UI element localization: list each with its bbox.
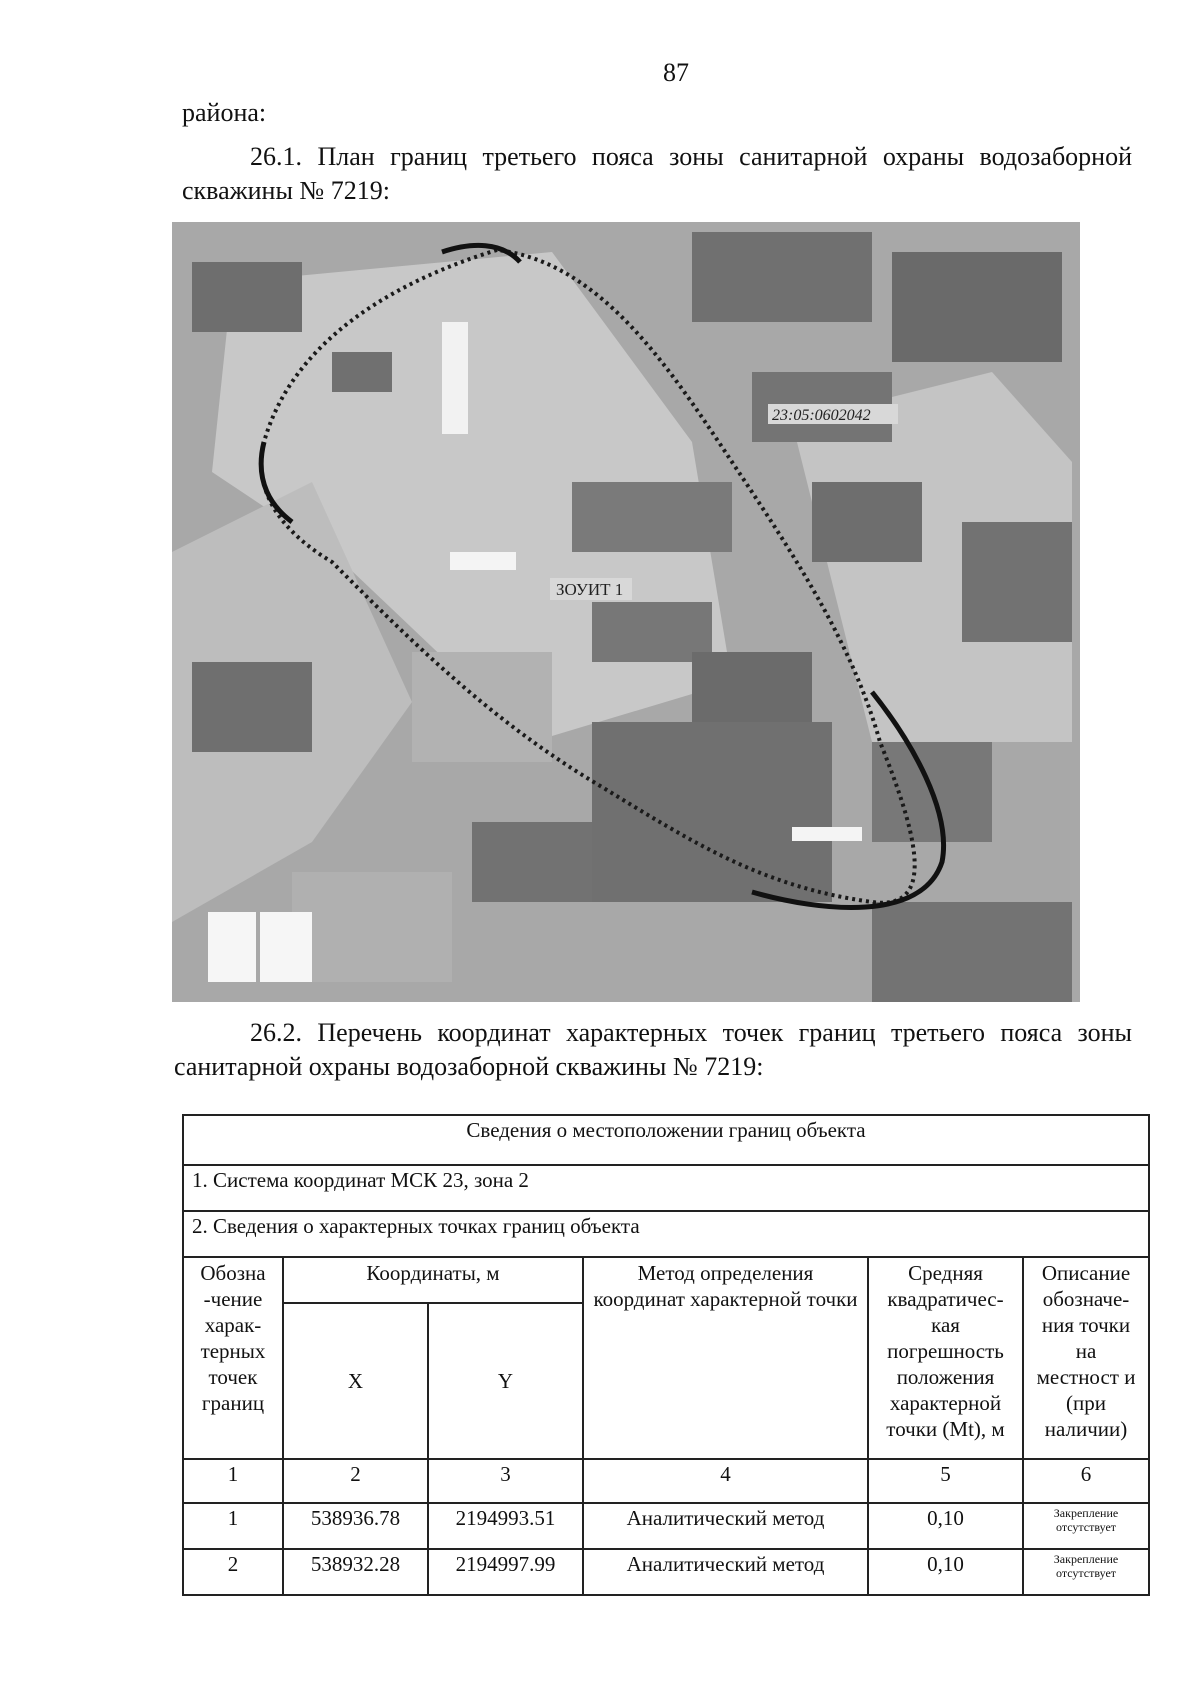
header-coordinates: Координаты, м: [283, 1257, 583, 1303]
index-cell: 2: [283, 1459, 428, 1503]
index-cell: 4: [583, 1459, 868, 1503]
index-cell: 6: [1023, 1459, 1149, 1503]
mean-error: 0,10: [868, 1503, 1023, 1549]
column-index-row: [183, 1459, 1149, 1503]
index-cell: 5: [868, 1459, 1023, 1503]
white-rooftop: [792, 827, 862, 841]
dark-block: [472, 822, 592, 902]
dark-block: [692, 232, 872, 322]
point-number: 2: [183, 1549, 283, 1595]
header-x: X: [283, 1303, 428, 1459]
white-rooftop: [208, 912, 256, 982]
dark-block: [892, 252, 1062, 362]
point-number: 1: [183, 1503, 283, 1549]
coordinates-table: [182, 1114, 1150, 1596]
dark-block: [872, 902, 1072, 1002]
header-y: Y: [428, 1303, 583, 1459]
table-title: Сведения о местоположении границ объекта: [183, 1115, 1149, 1165]
coord-y: 2194993.51: [428, 1503, 583, 1549]
zone-boundary-map: [172, 222, 1080, 1002]
white-rooftop: [260, 912, 312, 982]
coord-x: 538932.28: [283, 1549, 428, 1595]
points-info-row: 2. Сведения о характерных точках границ объекта: [183, 1211, 1149, 1257]
dark-block: [292, 872, 452, 982]
dark-block: [192, 262, 302, 332]
page-number: 87: [663, 58, 689, 87]
method: Аналитический метод: [583, 1503, 868, 1549]
index-cell: 3: [428, 1459, 583, 1503]
coordinate-system-row: 1. Система координат МСК 23, зона 2: [183, 1165, 1149, 1211]
intro-fragment: района:: [182, 98, 267, 127]
coord-y: 2194997.99: [428, 1549, 583, 1595]
header-method: Метод определения координат характерной точки: [583, 1257, 868, 1459]
section-2-heading: 26.2. Перечень координат характерных точек границ третьего пояса зоны санитарной охраны водозаборной скважины № 7219:: [174, 1018, 1132, 1081]
dark-block: [572, 482, 732, 552]
index-cell: 1: [183, 1459, 283, 1503]
dark-block: [192, 662, 312, 752]
dark-block: [412, 652, 552, 762]
dark-block: [592, 722, 832, 902]
white-rooftop: [450, 552, 516, 570]
dark-block: [692, 652, 812, 722]
header-error: Средняя квадратичес- кая погрешность положения характерной точки (Mt), м: [868, 1257, 1023, 1459]
table-row: [183, 1549, 1149, 1595]
table-row: [183, 1503, 1149, 1549]
zone-label: ЗОУИТ 1: [556, 580, 624, 599]
dark-block: [812, 482, 922, 562]
method: Аналитический метод: [583, 1549, 868, 1595]
dark-block: [962, 522, 1072, 642]
coord-x: 538936.78: [283, 1503, 428, 1549]
header-designation: Обозна -чение харак- терных точек границ: [183, 1257, 283, 1459]
mean-error: 0,10: [868, 1549, 1023, 1595]
parcel-label: 23:05:0602042: [772, 407, 871, 424]
point-description: Закрепление отсутствует: [1023, 1503, 1149, 1549]
section-1-heading: 26.1. План границ третьего пояса зоны санитарной охраны водозаборной скважины № 7219:: [182, 142, 1132, 205]
white-rooftop: [442, 322, 468, 434]
header-description: Описание обозначе- ния точки на местност и (при наличии): [1023, 1257, 1149, 1459]
dark-block: [332, 352, 392, 392]
point-description: Закрепление отсутствует: [1023, 1549, 1149, 1595]
